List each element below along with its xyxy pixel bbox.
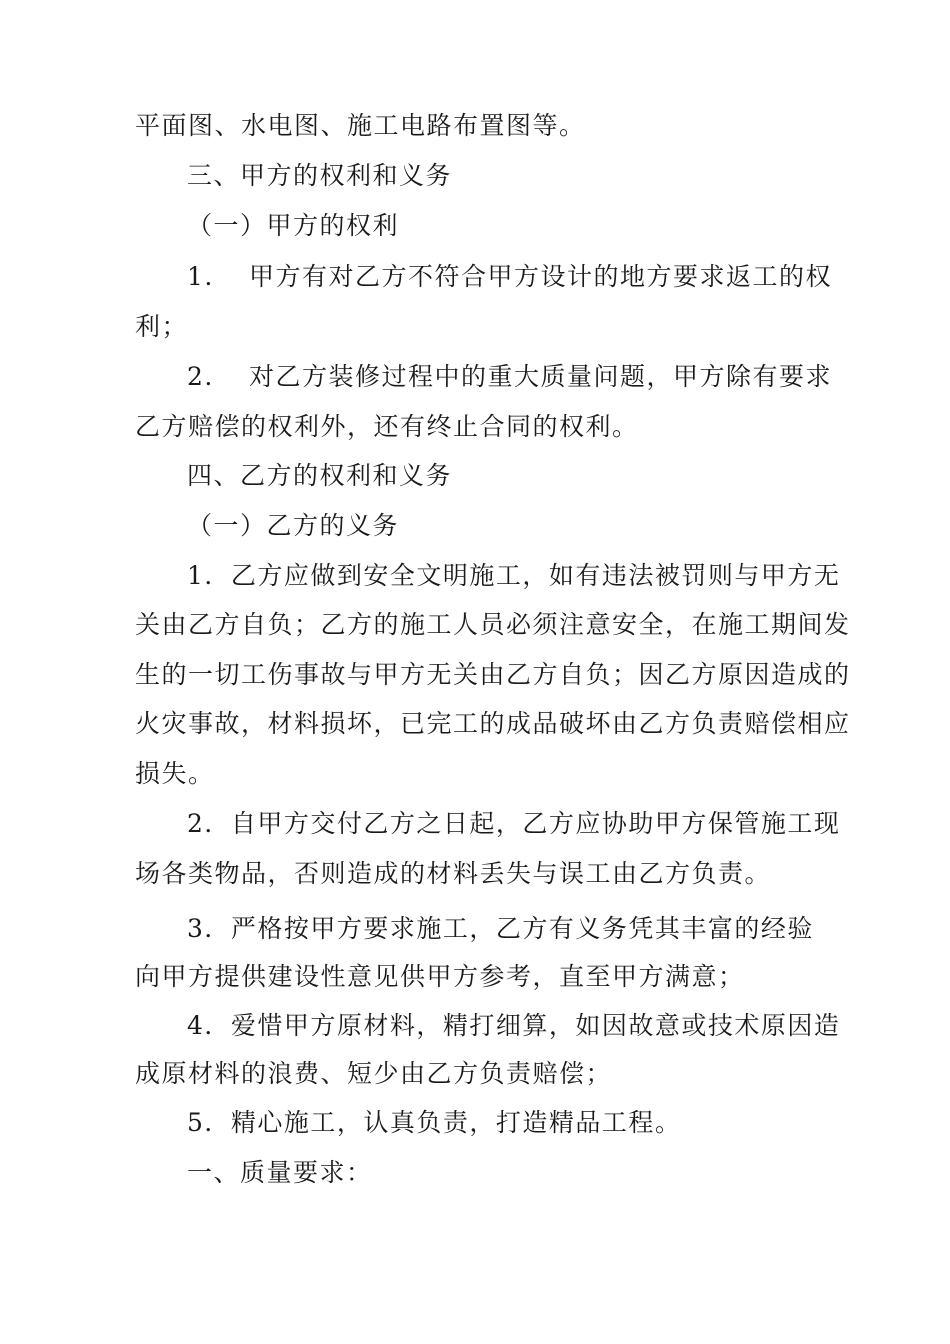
paragraph-line: 乙方赔偿的权利外，还有终止合同的权利。: [135, 412, 639, 441]
paragraph-line: 5．精心施工，认真负责，打造精品工程。: [187, 1108, 682, 1137]
section-heading: 三、甲方的权利和义务: [187, 161, 453, 190]
paragraph-line: 4．爱惜甲方原材料，精打细算，如因故意或技术原因造: [187, 1011, 841, 1040]
section-heading: 四、乙方的权利和义务: [187, 461, 453, 490]
paragraph-line: 向甲方提供建设性意见供甲方参考，直至甲方满意；: [135, 962, 745, 991]
paragraph-line: 1．乙方应做到安全文明施工，如有违法被罚则与甲方无: [187, 561, 841, 590]
list-item-number: 1.: [187, 262, 214, 291]
list-item-text: 对乙方装修过程中的重大质量问题，甲方除有要求: [249, 362, 833, 391]
paragraph-line: 损失。: [135, 759, 215, 788]
paragraph-line: 3．严格按甲方要求施工，乙方有义务凭其丰富的经验: [187, 914, 814, 943]
paragraph-line: 平面图、水电图、施工电路布置图等。: [135, 111, 586, 140]
subsection-heading: （一）乙方的义务: [187, 511, 400, 540]
paragraph-line: 火灾事故，材料损坏，已完工的成品破坏由乙方负责赔偿相应: [135, 709, 851, 738]
paragraph-line: 生的一切工伤事故与甲方无关由乙方自负；因乙方原因造成的: [135, 660, 851, 689]
paragraph-line: 成原材料的浪费、短少由乙方负责赔偿；: [135, 1059, 613, 1088]
section-heading: 一、质量要求：: [187, 1158, 373, 1187]
list-item: [187, 361, 832, 393]
paragraph-line: 场各类物品，否则造成的材料丢失与误工由乙方负责。: [135, 859, 772, 888]
subsection-heading: （一）甲方的权利: [187, 211, 400, 240]
list-item-text: 甲方有对乙方不符合甲方设计的地方要求返工的权: [249, 262, 833, 291]
paragraph-line: 利；: [135, 312, 189, 341]
list-item-number: 2.: [187, 362, 214, 391]
list-item: [187, 261, 832, 293]
paragraph-line: 2．自甲方交付乙方之日起，乙方应协助甲方保管施工现: [187, 809, 841, 838]
paragraph-line: 关由乙方自负；乙方的施工人员必须注意安全，在施工期间发: [135, 610, 851, 639]
